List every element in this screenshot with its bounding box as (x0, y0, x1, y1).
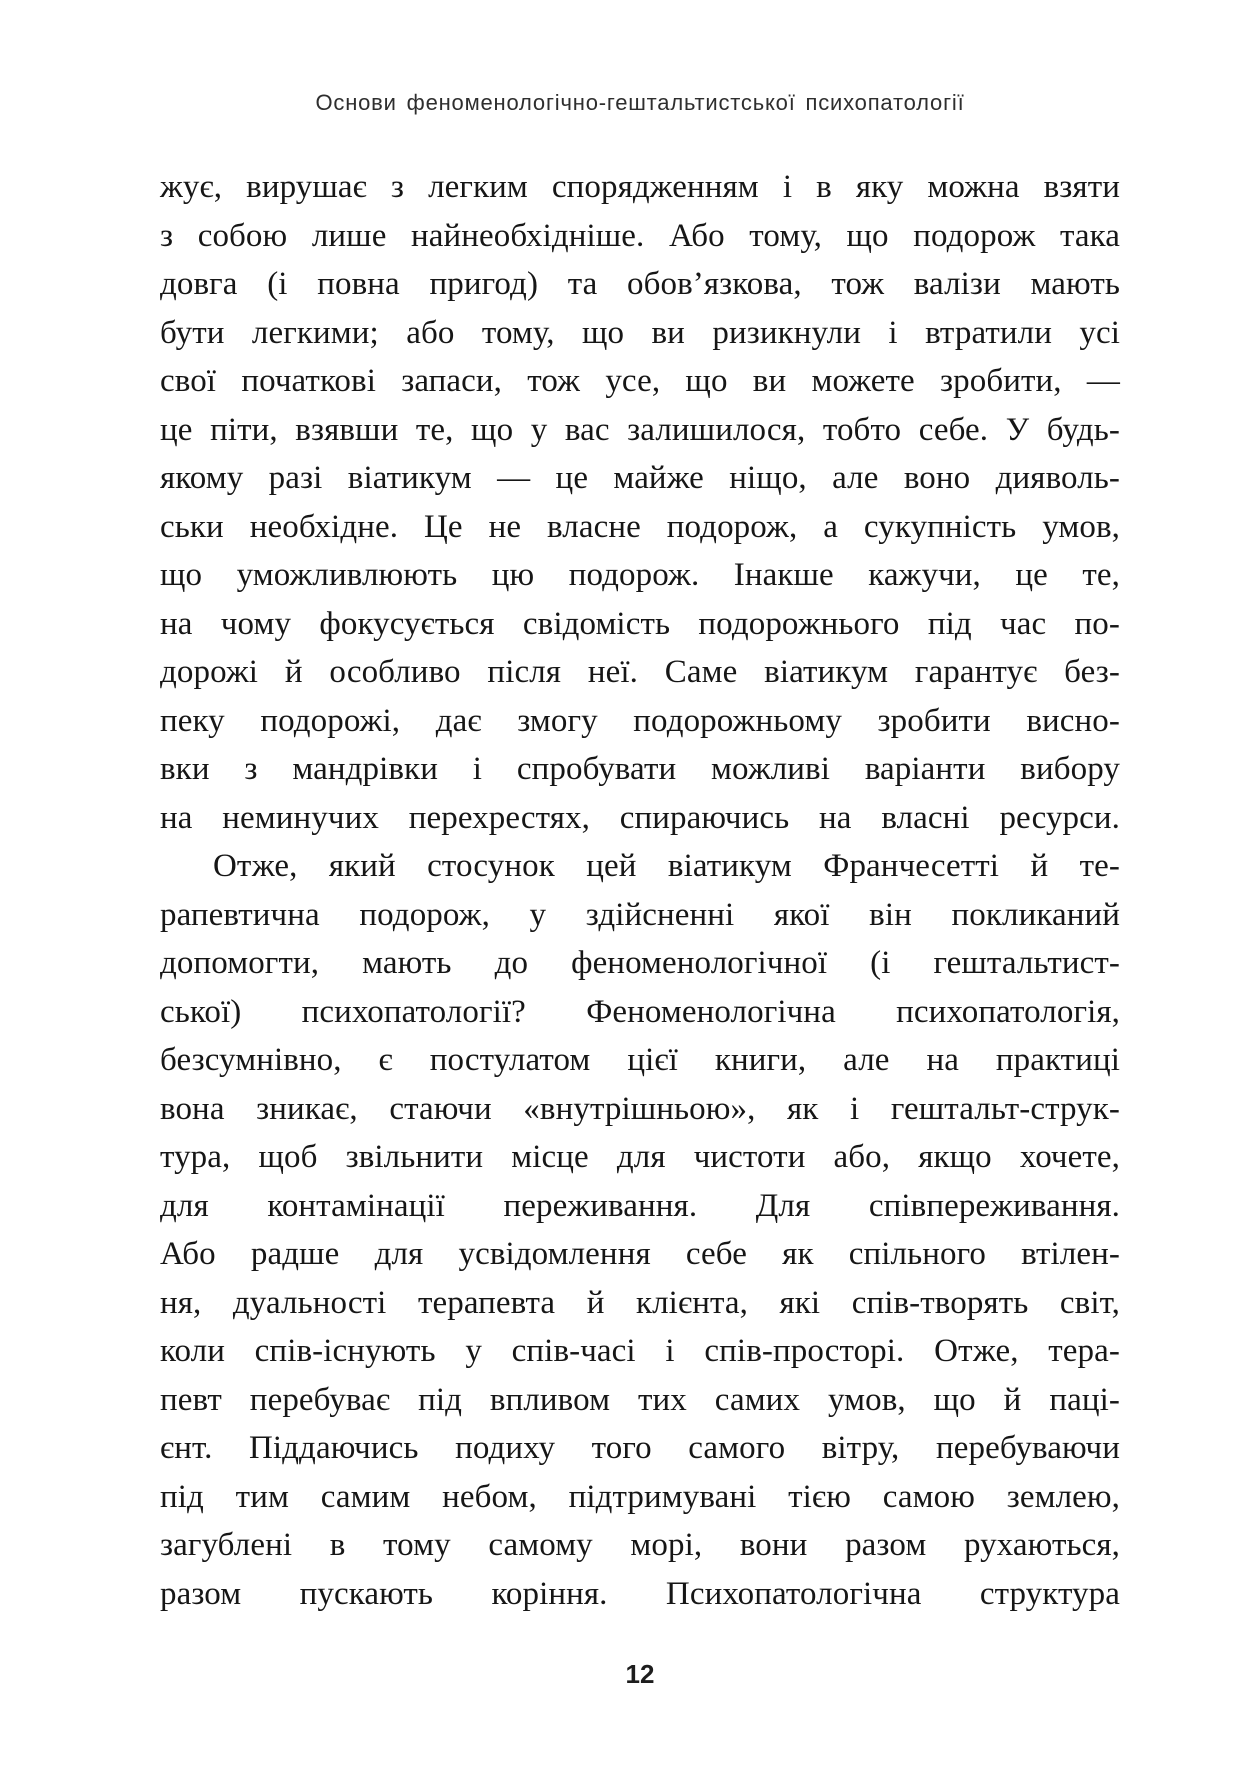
text-line: вона зникає, стаючи «внутрішньою», як і гештальт-струк- (160, 1090, 1120, 1127)
text-line: загублені в тому самому морі, вони разом рухаються, (160, 1527, 1120, 1563)
text-line: пеку подорожі, дає змогу подорожньому зробити висно- (160, 702, 1120, 739)
text-line: довга (і повна пригод) та обов’язкова, тож валізи мають (160, 266, 1120, 302)
text-line: безсумнівно, є постулатом цієї книги, але на практиці (160, 1042, 1120, 1078)
text-line: ської) психопатології? Феноменологічна психопатологія, (160, 993, 1120, 1030)
body-text (160, 163, 1120, 1618)
text-line: бути легкими; або тому, що ви ризикнули і втратили усі (160, 314, 1120, 351)
text-line: на чому фокусується свідомість подорожнього під час по- (160, 605, 1120, 642)
text-line: тура, щоб звільнити місце для чистоти або, якщо хочете, (160, 1139, 1120, 1175)
text-line: допомогти, мають до феноменологічної (і гештальтист- (160, 945, 1120, 981)
text-line: з собою лише найнеобхідніше. Або тому, що подорож така (160, 217, 1120, 254)
text-line: ня, дуальності терапевта й клієнта, які спів-творять світ, (160, 1284, 1120, 1321)
text-line: єнт. Піддаючись подиху того самого вітру, перебуваючи (160, 1430, 1120, 1466)
text-line: це піти, взявши те, що у вас залишилося, тобто себе. У будь- (160, 411, 1120, 448)
text-line: разом пускають коріння. Психопатологічна структура (160, 1575, 1120, 1612)
text-line: свої початкові запаси, тож усе, що ви можете зробити, — (160, 363, 1120, 399)
text-line: рапевтична подорож, у здійсненні якої він покликаний (160, 896, 1120, 933)
text-line: під тим самим небом, підтримувані тією самою землею, (160, 1478, 1120, 1515)
text-line: що уможливлюють цю подорож. Інакше кажучи, це те, (160, 557, 1120, 593)
text-line: дорожі й особливо після неї. Саме віатикум гарантує без- (160, 654, 1120, 690)
text-line: жує, вирушає з легким спорядженням і в яку можна взяти (160, 169, 1120, 205)
text-line: на неминучих перехрестях, спираючись на власні ресурси. (160, 799, 1120, 836)
running-header: Основи феноменологічно-гештальтистської психопатології (315, 90, 965, 115)
text-line: певт перебуває під впливом тих самих умов, що й паці- (160, 1381, 1120, 1418)
page-number: 12 (625, 1659, 655, 1689)
text-line: вки з мандрівки і спробувати можливі варіанти вибору (160, 751, 1120, 787)
text-line: Або радше для усвідомлення себе як спільного втілен- (160, 1236, 1120, 1272)
text-line: для контамінації переживання. Для співпереживання. (160, 1187, 1120, 1224)
text-line: коли спів-існують у спів-часі і спів-просторі. Отже, тера- (160, 1333, 1120, 1369)
text-line: Отже, який стосунок цей віатикум Франчесетті й те- (213, 848, 1120, 884)
text-line: якому разі віатикум — це майже ніщо, але воно дияволь- (160, 460, 1120, 496)
text-line: ськи необхідне. Це не власне подорож, а сукупність умов, (160, 508, 1120, 545)
